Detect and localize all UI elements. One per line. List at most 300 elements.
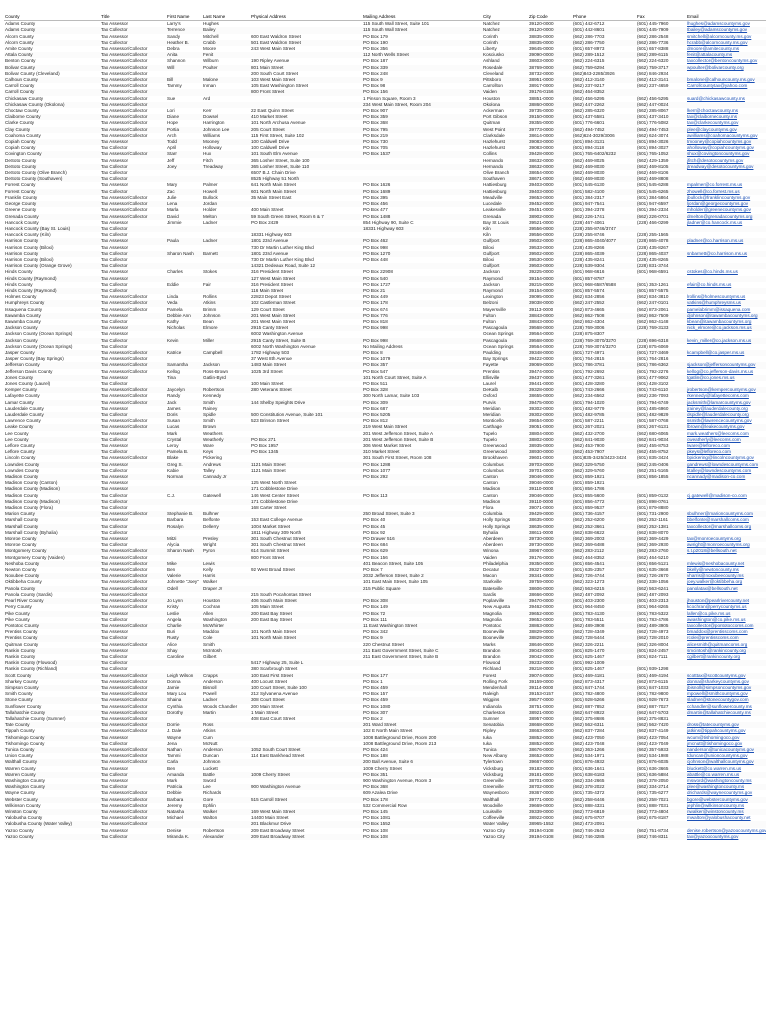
email-cell[interactable]: cj.gatewell@madison-co.com bbox=[687, 492, 747, 498]
email-cell[interactable]: plee@claycountyms.gov bbox=[686, 127, 766, 133]
city-cell: Holly Springs bbox=[482, 524, 528, 530]
email-cell[interactable]: cjohnson@walthallcountyms.gov bbox=[686, 759, 766, 765]
phone-cell: (662) 728-5444 bbox=[572, 635, 636, 641]
email-cell[interactable]: bbelfonte@marshallcoms.com bbox=[687, 517, 749, 523]
city-cell: Hernando bbox=[483, 157, 504, 163]
county-cell: Harrison County (Biloxi) bbox=[5, 256, 54, 262]
physical-address-cell: 18331 Highway 603 bbox=[251, 232, 292, 238]
title-cell: Tax Assessor/Collector bbox=[100, 797, 166, 803]
last-name-cell: Richards bbox=[203, 790, 222, 796]
email-cell[interactable]: mpowell@smithcountyms.gov bbox=[687, 691, 748, 697]
zip-code-cell: 39348-0000 bbox=[528, 350, 572, 356]
first-name-cell: Sandy bbox=[167, 33, 181, 39]
county-cell: Monroe County bbox=[4, 536, 100, 542]
city-cell: Bay Springs bbox=[483, 356, 508, 362]
last-name-cell: Hux bbox=[202, 151, 250, 157]
phone-cell: (662) 759-6294 bbox=[572, 65, 636, 71]
email-cell[interactable]: nick_elmore@co.jackson.ms.us bbox=[686, 325, 766, 331]
phone-cell: (662) 283-2112 bbox=[572, 548, 636, 554]
email-cell[interactable]: mholder@greenecountyms.gov bbox=[687, 207, 751, 213]
email-cell[interactable]: pladner@co.harrison.ms.us bbox=[686, 238, 766, 244]
city-cell: Ellisville bbox=[482, 375, 528, 381]
zip-code-cell: 39150-0000 bbox=[528, 114, 572, 120]
email-cell[interactable]: nanderson@tunicacountyms.gov bbox=[686, 747, 766, 753]
email-cell[interactable]: rkennedy@lafayettecoms.com bbox=[687, 393, 749, 399]
email-cell[interactable]: awright@monroecountyms.org bbox=[687, 542, 750, 548]
last-name-cell: Crabb bbox=[202, 40, 250, 46]
email-cell[interactable]: smitchell@alcorncounty.ms.gov bbox=[687, 33, 752, 39]
zip-code-cell: 39452-0000 bbox=[528, 201, 572, 207]
email-cell[interactable]: denise.robertson@yazoocountyms.gov bbox=[687, 827, 766, 833]
city-cell: Yazoo City bbox=[483, 827, 505, 833]
email-cell[interactable]: alicesmith@quitmancoms.org bbox=[687, 641, 748, 647]
mailing-address-cell: PO Box 328 bbox=[362, 387, 482, 393]
zip-code-cell: 39327-0000 bbox=[529, 567, 554, 573]
email-cell[interactable]: jhouston@pearlrivercounty.net bbox=[686, 598, 766, 604]
city-cell: Waynesboro bbox=[483, 790, 509, 796]
email-cell[interactable]: ssmith@lawrencecountyms.gov bbox=[687, 418, 752, 424]
last-name-cell: Treadway bbox=[202, 164, 250, 170]
mailing-address-cell: 201 West Jefferson Street, Suite B bbox=[362, 437, 482, 443]
email-cell[interactable]: kellog@co.jefferson-davis.ms.us bbox=[687, 368, 754, 374]
physical-address-cell: 101 South Elm Avenue bbox=[250, 151, 362, 157]
county-cell: Harrison County (Orange Grove) bbox=[4, 263, 100, 269]
county-cell: Marshall County bbox=[4, 524, 100, 530]
city-cell: Marks bbox=[483, 641, 496, 647]
city-cell: Wiggins bbox=[482, 697, 528, 703]
first-name-cell: Marla bbox=[167, 207, 179, 213]
zip-code-cell: 38835-0000 bbox=[528, 40, 572, 46]
physical-address-cell: 35 Main Street East bbox=[251, 194, 292, 200]
county-cell: Hinds County bbox=[5, 281, 33, 287]
physical-address-cell: 92 West Broad Street bbox=[251, 567, 295, 573]
mailing-address-cell: 250 Broad Street, Suite 3 bbox=[362, 511, 482, 517]
first-name-cell: Angela bbox=[167, 616, 182, 622]
email-cell[interactable]: donna@sharkeycountyms.gov bbox=[687, 678, 749, 684]
table-row bbox=[4, 214, 766, 220]
first-name-cell: Debbie Ann bbox=[166, 313, 202, 319]
zip-code-cell: 38635-0000 bbox=[529, 517, 554, 523]
fax-cell: (601) 894-3027 bbox=[637, 145, 669, 151]
mailing-address-cell: PO Box 705 bbox=[363, 145, 388, 151]
email-cell[interactable]: shux@covingtoncountyms.gov bbox=[686, 151, 766, 157]
physical-address-cell: 8525 Highway 51 North bbox=[250, 176, 362, 182]
physical-address-cell: 5417 Highway 25, Suite L bbox=[250, 660, 362, 666]
fax-cell: (228) 696-6318 bbox=[636, 338, 686, 344]
title-cell: Tax Assessor bbox=[101, 182, 129, 188]
county-cell: Yazoo County bbox=[4, 834, 100, 840]
city-cell: Vicksburg bbox=[482, 772, 528, 778]
email-cell[interactable]: pkeys@lefloreco.com bbox=[686, 449, 766, 455]
fax-cell: (662) 834-3810 bbox=[637, 294, 669, 300]
zip-code-cell: 39654-0000 bbox=[529, 418, 554, 424]
mailing-address-cell: PO Box 449 bbox=[363, 294, 388, 300]
header-email: Email bbox=[686, 14, 766, 21]
city-cell: Hattiesburg bbox=[482, 189, 528, 195]
fax-cell: (662) 283-2760 bbox=[636, 548, 686, 554]
zip-code-cell: 39652-0000 bbox=[529, 616, 554, 622]
email-cell[interactable]: jrainey@lauderdalecounty.org bbox=[687, 405, 748, 411]
email-cell[interactable]: awilliams@coahomacountyms.gov bbox=[687, 132, 758, 138]
physical-address-cell: 129 Court Street bbox=[251, 306, 285, 312]
county-cell: Panola County (Sardis) bbox=[5, 591, 53, 597]
zip-code-cell: 39773-0000 bbox=[528, 127, 572, 133]
phone-cell: (228) 467-4061 bbox=[573, 219, 605, 225]
physical-address-cell: 400 Main Street bbox=[251, 207, 284, 213]
county-cell: Jefferson County bbox=[4, 362, 100, 368]
zip-code-cell: 39339-0000 bbox=[528, 809, 572, 815]
zip-code-cell: 39703-0000 bbox=[528, 462, 572, 468]
mailing-address-cell: PO Box 177 bbox=[362, 673, 482, 679]
city-cell: Flowood bbox=[482, 660, 528, 666]
email-cell[interactable]: lbrown@leakecountyms.gov bbox=[686, 424, 766, 430]
county-cell: Jackson County (Ocean Springs) bbox=[5, 343, 73, 349]
email-cell[interactable]: cgilbert@rankincounty.org bbox=[687, 653, 741, 659]
county-cell: Itawamba County bbox=[4, 313, 100, 319]
first-name-cell: Katrice bbox=[166, 350, 202, 356]
phone-cell: (662)843-2285/3926 bbox=[573, 70, 615, 76]
fax-cell: (662) 224-6320 bbox=[637, 58, 669, 64]
email-cell[interactable]: pamelabrimm@issaquena.com bbox=[687, 306, 751, 312]
email-cell[interactable]: awashington@co.pike.ms.us bbox=[687, 616, 746, 622]
email-cell[interactable]: msword@washingtoncounty.ms bbox=[687, 777, 752, 783]
email-cell[interactable]: smcintosh@rankincounty.org bbox=[686, 648, 766, 654]
table-row bbox=[4, 189, 766, 195]
title-cell: Tax Assessor bbox=[101, 219, 129, 225]
city-cell: Ackerman bbox=[483, 108, 504, 114]
last-name-cell: Bisnoll bbox=[202, 685, 250, 691]
last-name-cell: Poulter bbox=[202, 65, 250, 71]
physical-address-cell: 6002 North Washington Avenue bbox=[251, 343, 316, 349]
mailing-address-cell: PO Box 1626 bbox=[363, 182, 391, 188]
email-cell[interactable]: jmcnutt@tishomingoco.gov bbox=[687, 740, 743, 746]
physical-address-cell: 59 South Green Street, Room 6 & 7 bbox=[250, 214, 362, 220]
title-cell: Tax Collector bbox=[101, 343, 128, 349]
title-cell: Tax Assessor/Collector bbox=[101, 294, 148, 300]
header-city: City bbox=[482, 14, 528, 21]
email-cell[interactable]: jrobertson@kempercountyms.gov bbox=[686, 387, 766, 393]
email-cell[interactable]: zhowell@co.forrest.ms.us bbox=[686, 189, 766, 195]
last-name-cell: Andrews bbox=[202, 462, 250, 468]
zip-code-cell: 38769-0000 bbox=[528, 65, 572, 71]
phone-cell: (662) 334-2665 bbox=[573, 777, 605, 783]
email-cell[interactable]: lware@lefloreco.com bbox=[687, 443, 730, 449]
email-cell[interactable]: cweatherly@leecoms.com bbox=[686, 437, 766, 443]
title-cell: Tax Collector bbox=[100, 524, 166, 530]
phone-cell: (601) 656-4541 bbox=[572, 561, 636, 567]
mailing-address-cell: PO Box 92 bbox=[363, 529, 386, 535]
email-cell[interactable]: dross@tatecountyms.gov bbox=[686, 722, 766, 728]
phone-cell: (601) 855-5600 bbox=[573, 492, 605, 498]
email-cell[interactable]: joey.walker@oktibbeha.org bbox=[687, 579, 743, 585]
city-cell: Magnolia bbox=[483, 616, 502, 622]
phone-cell: (662) 675-8707 bbox=[573, 815, 605, 821]
mailing-address-cell: PO Box 156 bbox=[363, 554, 388, 560]
fax-cell: (662) 494-7453 bbox=[636, 127, 686, 133]
zip-code-cell: 39120-0000 bbox=[528, 27, 572, 33]
email-cell[interactable]: sbulhner@marioncountyms.com bbox=[686, 511, 766, 517]
email-cell[interactable]: tmooney@copiahcountyms.gov bbox=[686, 139, 766, 145]
mailing-address-cell: PO Box 145 bbox=[362, 809, 482, 815]
city-cell: Kiln bbox=[483, 232, 491, 238]
title-cell: Tax Assessor/Collector bbox=[101, 703, 148, 709]
title-cell: Tax Assessor/Collector bbox=[101, 46, 148, 52]
email-cell[interactable]: jbisnoll@simpsoncountyms.gov bbox=[686, 685, 766, 691]
email-cell[interactable]: bgore@webstercountyms.gov bbox=[686, 797, 766, 803]
email-cell[interactable]: vharris@noxubeecounty.ms bbox=[686, 573, 766, 579]
zip-code-cell: 39645-0000 bbox=[529, 46, 554, 52]
email-cell[interactable]: mark.weathers@leecoms.com bbox=[687, 430, 749, 436]
mailing-address-cell: 215 Public Square bbox=[362, 586, 482, 592]
email-cell[interactable]: kbean@itawambacountyms.org bbox=[687, 318, 752, 324]
title-cell: Tax Assessor/Collector bbox=[101, 368, 148, 374]
email-cell[interactable]: dmoore@amitecounty.ms bbox=[687, 46, 740, 52]
email-cell[interactable]: bmalone@calhouncounty.ms.gov bbox=[686, 77, 766, 83]
email-cell[interactable]: kevin_miller@co.jackson.ms.us bbox=[686, 338, 766, 344]
email-cell[interactable]: cstokes@co.hinds.ms.us bbox=[687, 269, 738, 275]
phone-cell: (601) 857-8787 bbox=[572, 276, 636, 282]
physical-address-cell: 408 East Court Street bbox=[251, 715, 296, 721]
email-cell[interactable]: jladner@co.hancock.ms.us bbox=[687, 219, 743, 225]
email-cell[interactable]: suard@chickasawcounty.ms bbox=[687, 95, 745, 101]
email-cell[interactable]: tax@clarkecountyms.gov bbox=[687, 120, 739, 126]
city-cell: Raymond bbox=[482, 276, 528, 282]
email-cell[interactable]: rcole@prentisscoms.com bbox=[686, 635, 766, 641]
email-cell[interactable]: lallen@co.pike.ms.us bbox=[686, 611, 766, 617]
last-name-cell: Johnson bbox=[202, 759, 250, 765]
title-cell: Tax Assessor/Collector bbox=[101, 132, 148, 138]
email-cell[interactable]: dmartin@tallahatchiecounty.ms bbox=[686, 710, 766, 716]
last-name-cell: Kerr bbox=[203, 108, 212, 114]
first-name-cell: Sue bbox=[167, 95, 176, 101]
table-row bbox=[4, 579, 766, 585]
email-cell[interactable]: plee@washingtoncounty.ms bbox=[686, 784, 766, 790]
email-cell[interactable]: tax@monroecountyms.org bbox=[686, 536, 766, 542]
email-cell[interactable]: bkelly@newtoncounty.ms bbox=[687, 567, 739, 573]
last-name-cell: Wright bbox=[203, 542, 217, 548]
phone-cell: (601) 403-2300 bbox=[572, 598, 636, 604]
phone-cell: (601) 782-4800 bbox=[573, 691, 605, 697]
table-row bbox=[4, 269, 766, 275]
email-cell[interactable]: aholloway@copiahcountyms.gov bbox=[687, 145, 754, 151]
fax-cell: (601) 735-6277 bbox=[637, 790, 669, 796]
email-cell[interactable]: tax@yazoocountyms.gov bbox=[686, 834, 766, 840]
physical-address-cell: 1025 3rd Street bbox=[251, 368, 283, 374]
phone-cell: (662) 375-8686 bbox=[573, 715, 605, 721]
email-cell[interactable]: taxcollector@pontotoccoms.com bbox=[686, 623, 766, 629]
title-cell: Tax Collector bbox=[100, 772, 166, 778]
fax-cell: (601) 657-8388 bbox=[637, 46, 669, 52]
email-cell[interactable]: taxcollector@bentoncountyms.gov bbox=[687, 58, 758, 64]
physical-address-cell: 100 East First Street bbox=[250, 673, 362, 679]
title-cell: Tax Assessor bbox=[101, 827, 129, 833]
email-cell[interactable]: efair@co.hinds.ms.us bbox=[687, 281, 732, 287]
email-cell[interactable]: wpoulter@bolivarcounty.org bbox=[686, 65, 766, 71]
mailing-address-cell: PO Box 1077 bbox=[363, 467, 391, 473]
email-cell[interactable]: s.t.p2018@bellsouth.net bbox=[686, 548, 766, 554]
county-cell: Jasper County bbox=[4, 350, 100, 356]
fax-cell: (662) 357-5933 bbox=[636, 747, 686, 753]
county-cell: Perry County bbox=[5, 604, 32, 610]
email-cell[interactable]: scotttax@scottcountyms.gov bbox=[686, 673, 766, 679]
city-cell: Starkville bbox=[483, 579, 502, 585]
city-cell: Ripley bbox=[483, 728, 496, 734]
last-name-cell: Johnson bbox=[202, 313, 250, 319]
email-cell[interactable]: ktalley@lowndescountyms.com bbox=[687, 467, 752, 473]
zip-code-cell: 38671-0000 bbox=[528, 176, 572, 182]
email-cell[interactable]: abattle@co.warren.ms.us bbox=[686, 772, 766, 778]
first-name-cell: Jaycelyn bbox=[166, 387, 202, 393]
fax-cell: (601) 636-5884 bbox=[636, 772, 686, 778]
first-name-cell: Randy bbox=[167, 393, 181, 399]
city-cell: Gulfport bbox=[482, 263, 528, 269]
email-cell[interactable]: kcampbell@co.jasper.ms.us bbox=[686, 350, 766, 356]
email-cell[interactable]: sjackson@jeffersoncountyms.gov bbox=[686, 362, 766, 368]
mailing-address-cell: PO Box 72 bbox=[362, 611, 482, 617]
email-cell[interactable]: fenit@attalacounty.ms bbox=[686, 52, 766, 58]
email-cell[interactable]: lrollins@holmescountyms.us bbox=[687, 294, 746, 300]
fax-cell: (601) 545-6288 bbox=[637, 182, 669, 188]
email-cell[interactable]: kcochran@perrycountyms.us bbox=[687, 604, 747, 610]
county-cell: Greene County bbox=[5, 207, 37, 213]
email-cell[interactable]: bpickering@lincolncountyms.gov bbox=[687, 455, 754, 461]
email-cell[interactable]: hcrabb@alcorncounty.ms.gov bbox=[686, 40, 766, 46]
county-cell: Stone County bbox=[4, 697, 100, 703]
email-cell[interactable]: vatkins@humphreysms.us bbox=[686, 300, 766, 306]
email-cell[interactable]: panolatax@bellsouth.net bbox=[686, 586, 766, 592]
phone-cell: (662) 726-4744 bbox=[572, 573, 636, 579]
physical-address-cell: 201 West Main Street bbox=[250, 313, 362, 319]
zip-code-cell: 39074-0000 bbox=[528, 673, 572, 679]
zip-code-cell: 39730-0000 bbox=[529, 542, 554, 548]
city-cell: Winona bbox=[482, 548, 528, 554]
email-cell[interactable]: drichards@waynecountyms.gov bbox=[687, 790, 753, 796]
email-cell[interactable]: mlewis@neshobacounty.net bbox=[686, 561, 766, 567]
city-cell: Hazlehurst bbox=[483, 145, 505, 151]
email-cell[interactable]: jbullock@franklincountyms.gov bbox=[687, 194, 751, 200]
fax-cell: (601) 879-8880 bbox=[637, 505, 669, 511]
mailing-address-cell: PO Box 1 bbox=[363, 678, 383, 684]
city-cell: Hazlehurst bbox=[482, 139, 528, 145]
county-cell: Adams County bbox=[5, 21, 36, 27]
email-cell[interactable]: mwalton@yalobushacounty.net bbox=[687, 815, 751, 821]
email-cell[interactable]: lhughes@adamscountyms.gov bbox=[687, 21, 750, 27]
zip-code-cell: 39652-0000 bbox=[528, 611, 572, 617]
zip-code-cell: 39051-0000 bbox=[528, 424, 572, 430]
email-cell[interactable]: bluckett@co.warren.ms.us bbox=[687, 765, 742, 771]
physical-address-cell: 800 Front Street bbox=[250, 89, 362, 95]
last-name-cell: Presley bbox=[202, 536, 250, 542]
city-cell: Yazoo City bbox=[482, 834, 528, 840]
email-cell[interactable]: jatkins@tippahcountyms.gov bbox=[687, 728, 746, 734]
first-name-cell: Debbie bbox=[167, 790, 182, 796]
email-cell[interactable]: gandrews@lowndescountyms.com bbox=[686, 462, 766, 468]
email-cell[interactable]: sladner@stonecountygov.com bbox=[686, 697, 766, 703]
title-cell: Tax Assessor/Collector bbox=[101, 591, 148, 597]
phone-cell: (662)624-3029/3006 bbox=[573, 132, 615, 138]
first-name-cell: Lena bbox=[166, 201, 202, 207]
email-cell[interactable]: jacksmith@lamarcountyms.gov bbox=[686, 400, 766, 406]
first-name-cell: Kevin bbox=[166, 338, 202, 344]
email-cell[interactable]: tbailey@adamscountyms.gov bbox=[686, 27, 766, 33]
title-cell: Tax Assessor/Collector bbox=[100, 809, 166, 815]
mailing-address-cell: PO Box 342 bbox=[363, 629, 388, 635]
email-cell[interactable]: wcum@tishomingoco.gov bbox=[686, 735, 766, 741]
email-cell[interactable]: dspidle@lauderdalecounty.org bbox=[686, 412, 766, 418]
mailing-address-cell: PO Box 1537 bbox=[362, 151, 482, 157]
email-cell[interactable]: cchandler@sunflowercounty.ms bbox=[687, 703, 752, 709]
county-cell: Noxubee County bbox=[4, 573, 100, 579]
email-cell[interactable]: snbarnett@co.harrison.ms.us bbox=[686, 251, 766, 257]
mailing-address-cell: PO Box 1079 bbox=[363, 356, 391, 362]
email-cell[interactable]: tgatlin@co.jones.ms.us bbox=[686, 375, 766, 381]
zip-code-cell: 38917-0000 bbox=[529, 83, 554, 89]
email-cell[interactable]: jtreadway@desotocountyms.gov bbox=[686, 164, 766, 170]
email-cell[interactable]: ljordan@georgecountyms.gov bbox=[686, 201, 766, 207]
city-cell: Laurel bbox=[483, 380, 496, 386]
table-row bbox=[4, 548, 766, 554]
email-cell[interactable]: jfitch@desotocountyms.gov bbox=[687, 157, 744, 163]
fax-cell: (601) 786-6362 bbox=[636, 362, 686, 368]
email-cell[interactable]: bmaddox@prentisscoms.com bbox=[687, 629, 748, 635]
last-name-cell: Elmore bbox=[202, 325, 250, 331]
mailing-address-cell: PO Box 456 bbox=[362, 201, 482, 207]
mailing-address-cell: 201 Ward Street bbox=[362, 722, 482, 728]
last-name-cell: Harris bbox=[202, 573, 250, 579]
email-cell[interactable]: jephlin@wilkinsoncounty.ms bbox=[687, 802, 745, 808]
first-name-cell: Leigh Wilson bbox=[166, 673, 202, 679]
email-cell[interactable]: Carrollcountytax@yahoo.com bbox=[687, 83, 748, 89]
county-cell: Clarke County bbox=[5, 120, 35, 126]
physical-address-cell: 1 Main Street bbox=[250, 710, 362, 716]
last-name-cell: Alexander bbox=[202, 834, 250, 840]
table-row bbox=[4, 127, 766, 133]
county-cell: Yalobusha County bbox=[5, 815, 43, 821]
first-name-cell: Jeff bbox=[167, 157, 175, 163]
last-name-cell: Harrington bbox=[203, 120, 225, 126]
email-cell[interactable]: taxcollector@marshallcoms.org bbox=[686, 524, 766, 530]
city-cell: Corinth bbox=[483, 33, 498, 39]
first-name-cell: Will bbox=[166, 65, 202, 71]
first-name-cell: Rusty bbox=[166, 635, 202, 641]
first-name-cell: Shaina bbox=[166, 697, 202, 703]
mailing-address-cell: No Mailing Address bbox=[363, 343, 403, 349]
mailing-address-cell: PO Box 998 bbox=[363, 244, 388, 250]
email-cell[interactable]: tax@claibornecounty.ms bbox=[686, 114, 766, 120]
email-cell[interactable]: nwalker@winstoncounty.ms bbox=[686, 809, 766, 815]
title-cell: Tax Assessor bbox=[101, 157, 129, 163]
email-cell[interactable]: dmelton@grenadacountyms.org bbox=[686, 214, 766, 220]
first-name-cell: Sharon Nash bbox=[166, 251, 202, 257]
last-name-cell: Ross-Brown bbox=[203, 368, 229, 374]
email-cell[interactable]: ncannady@madison-co.com bbox=[686, 474, 766, 480]
fax-cell: (601) 587-0768 bbox=[637, 418, 669, 424]
last-name-cell: Mooney bbox=[202, 139, 250, 145]
county-cell: Chickasaw County bbox=[5, 95, 44, 101]
mailing-address-cell: 1009 Cherry Street bbox=[363, 765, 402, 771]
city-cell: Decatur bbox=[483, 567, 500, 573]
first-name-cell: Terrence bbox=[166, 27, 202, 33]
phone-cell: (662) 423-7048 bbox=[573, 740, 605, 746]
zip-code-cell: 39110-0000 bbox=[528, 499, 572, 505]
mailing-address-cell: PO Box 674 bbox=[363, 306, 388, 312]
email-cell[interactable]: tduncan@unioncountyms.gov bbox=[687, 753, 748, 759]
email-cell[interactable]: djohnson@itawambacountyms.org bbox=[686, 313, 766, 319]
city-cell: Greenwood bbox=[482, 449, 528, 455]
email-cell[interactable]: lkerr@choctawcounty.ms bbox=[687, 108, 739, 114]
city-cell: Gulfport bbox=[482, 238, 528, 244]
email-cell[interactable]: mpalmer@co.forrest.ms.us bbox=[687, 182, 743, 188]
